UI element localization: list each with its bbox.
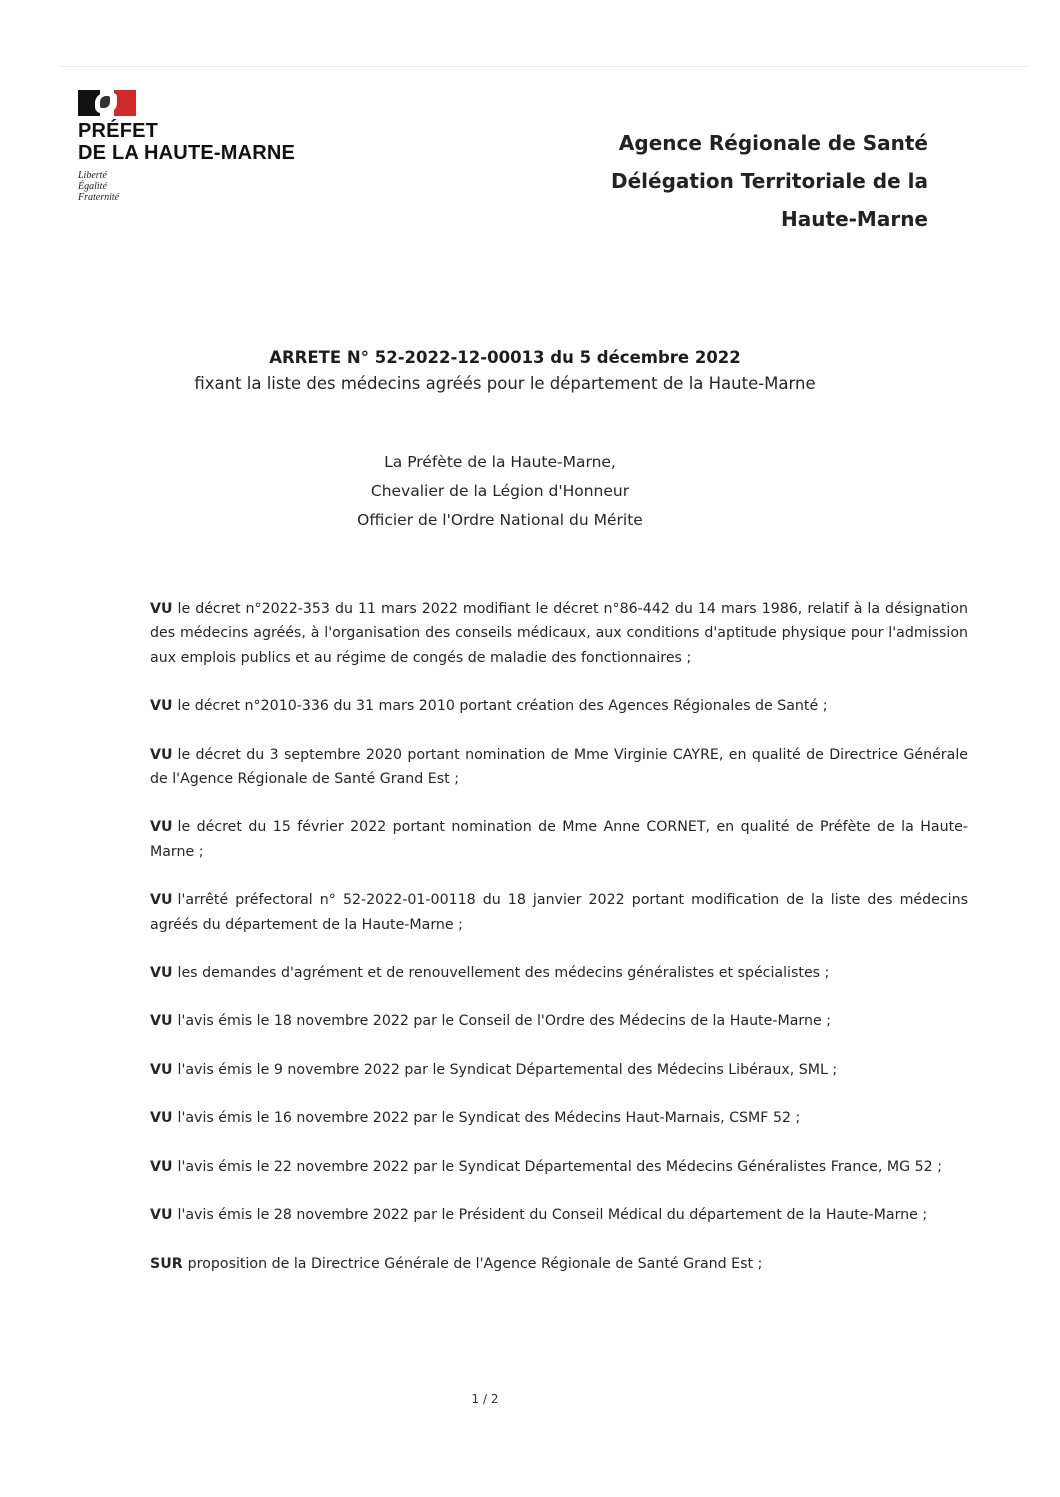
visa-item [150,888,968,937]
signatory-line-1: La Préfète de la Haute-Marne, [384,453,616,471]
visa-keyword: VU [150,1207,173,1224]
visa-keyword: VU [150,1013,173,1030]
visa-keyword: VU [150,746,173,763]
visa-text: l'avis émis le 28 novembre 2022 par le Président du Conseil Médical du département de la Haute-Marne ; [177,1207,928,1224]
marianne-flag-icon [78,90,138,116]
prefecture-logo [78,90,295,203]
arrete-subject: fixant la liste des médecins agréés pour le département de la Haute-Marne [194,374,816,393]
agency-header [611,124,928,238]
visa-text: l'arrêté préfectoral n° 52-2022-01-00118 du 18 janvier 2022 portant modification de la liste des médecins agréés du département de la Haute-Marne ; [150,892,968,933]
visa-text: le décret n°2010-336 du 31 mars 2010 portant création des Agences Régionales de Santé ; [177,698,828,715]
motto-liberte: Liberté [78,170,107,181]
visa-item [150,1058,968,1082]
visa-text: le décret du 15 février 2022 portant nomination de Mme Anne CORNET, en qualité de Préfète de la Haute-Marne ; [150,819,968,860]
visa-item [150,961,968,985]
page-number: 1 / 2 [471,1392,499,1406]
agency-line-1: Agence Régionale de Santé [618,131,928,155]
scan-top-rule [60,66,1030,67]
agency-line-2: Délégation Territoriale de la [611,169,928,193]
visa-keyword: VU [150,965,173,982]
visa-item [150,597,968,670]
logo-line-department: DE LA HAUTE-MARNE [78,142,296,164]
arrete-heading [0,344,1010,396]
republic-motto [78,170,295,203]
visa-item [150,694,968,718]
visa-keyword: SUR [150,1255,183,1272]
visa-keyword: VU [150,1110,173,1127]
visa-item [150,1155,968,1179]
visa-text: les demandes d'agrément et de renouvellement des médecins généralistes et spécialistes ; [177,965,830,982]
visa-item [150,1252,968,1276]
visa-keyword: VU [150,1061,173,1078]
visa-keyword: VU [150,601,173,617]
visa-text: proposition de la Directrice Générale de l'Agence Régionale de Santé Grand Est ; [187,1255,763,1272]
visas-list [150,597,968,1300]
arrete-number: ARRETE N° 52-2022-12-00013 du 5 décembre 2022 [269,348,741,367]
agency-line-3: Haute-Marne [781,207,928,231]
logo-line-prefet: PRÉFET [78,120,159,142]
visa-item [150,1106,968,1130]
visa-keyword: VU [150,1158,173,1175]
visa-item [150,743,968,792]
visa-keyword: VU [150,819,173,836]
visa-keyword: VU [150,698,173,715]
visa-item [150,815,968,864]
visa-item [150,1009,968,1033]
visa-text: l'avis émis le 18 novembre 2022 par le Conseil de l'Ordre des Médecins de la Haute-Marne ; [177,1013,831,1030]
signatory-line-3: Officier de l'Ordre National du Mérite [357,511,643,529]
motto-egalite: Égalité [78,181,107,192]
visa-keyword: VU [150,892,173,909]
visa-text: le décret n°2022-353 du 11 mars 2022 modifiant le décret n°86-442 du 14 mars 1986, relatif à la désignation des médecins agréés, à l'organisation des conseils médicaux, aux conditions d'aptitude physique pour l'admission aux emplois publics et au régime de congés de maladie des fonctionnaires ; [150,601,968,666]
visa-text: l'avis émis le 9 novembre 2022 par le Syndicat Départemental des Médecins Libéraux, SML ; [177,1061,838,1078]
motto-fraternite: Fraternité [78,192,120,203]
signatory-block [0,448,1000,535]
visa-text: l'avis émis le 22 novembre 2022 par le Syndicat Départemental des Médecins Généralistes France, MG 52 ; [177,1158,942,1175]
signatory-line-2: Chevalier de la Légion d'Honneur [370,482,630,500]
visa-text: le décret du 3 septembre 2020 portant nomination de Mme Virginie CAYRE, en qualité de Directrice Générale de l'Agence Régionale de Santé Grand Est ; [150,746,968,788]
visa-text: l'avis émis le 16 novembre 2022 par le Syndicat des Médecins Haut-Marnais, CSMF 52 ; [177,1110,801,1127]
visa-item [150,1203,968,1227]
